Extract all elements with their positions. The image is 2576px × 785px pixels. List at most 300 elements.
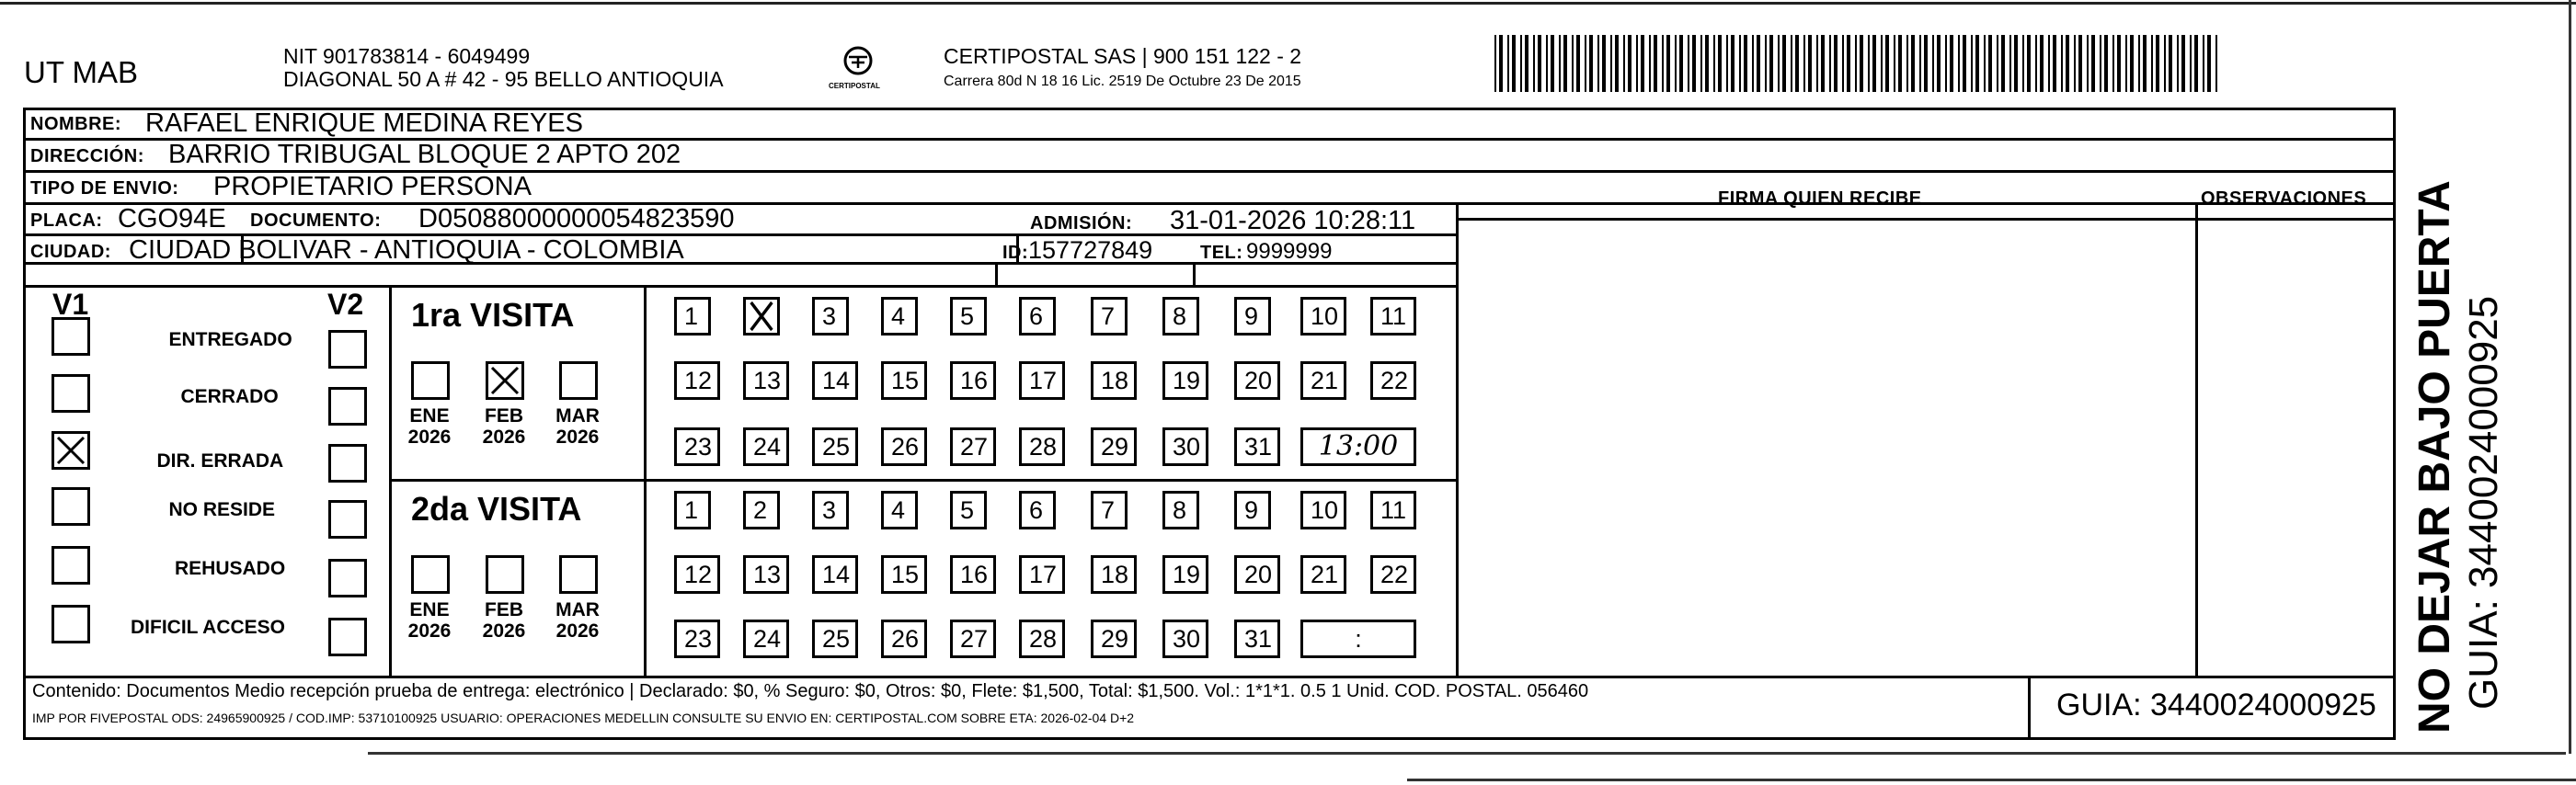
company-address: DIAGONAL 50 A # 42 - 95 BELLO ANTIOQUIA bbox=[283, 67, 724, 91]
barcode-bar bbox=[1894, 35, 1895, 92]
barcode-bar bbox=[2203, 35, 2204, 92]
day-number: 22 bbox=[1380, 561, 1409, 588]
barcode-bar bbox=[1654, 35, 1657, 92]
day-number: 20 bbox=[1244, 561, 1273, 588]
barcode-bar bbox=[1765, 35, 1767, 92]
month-label bbox=[550, 599, 605, 642]
day-box[interactable] bbox=[1091, 620, 1137, 658]
barcode-bar bbox=[1525, 35, 1528, 92]
row-line bbox=[23, 202, 2396, 205]
v1-label: V1 bbox=[52, 288, 89, 321]
day-number: 24 bbox=[753, 625, 782, 653]
day-box[interactable] bbox=[812, 427, 858, 466]
certipostal-name: CERTIPOSTAL SAS | 900 151 122 - 2 bbox=[944, 44, 1302, 68]
barcode-bar bbox=[1675, 35, 1677, 92]
ciudad-value: CIUDAD BOLIVAR - ANTIOQUIA - COLOMBIA bbox=[129, 235, 684, 265]
day-box[interactable] bbox=[1300, 555, 1346, 594]
side-guia: GUIA: 3440024000925 bbox=[2461, 295, 2506, 710]
day-number: 13 bbox=[753, 367, 782, 394]
barcode-bar bbox=[1585, 35, 1586, 92]
admision-label: ADMISIÓN: bbox=[1030, 213, 1133, 233]
day-number: 26 bbox=[891, 625, 920, 653]
side-warning: NO DEJAR BAJO PUERTA bbox=[2410, 180, 2459, 734]
documento-label: DOCUMENTO: bbox=[250, 210, 382, 231]
documento-value: D05088000000054823590 bbox=[418, 204, 735, 233]
observaciones-label: OBSERVACIONES bbox=[2201, 188, 2367, 209]
barcode-bar bbox=[2027, 35, 2031, 92]
day-box[interactable] bbox=[1162, 297, 1199, 336]
day-box[interactable] bbox=[881, 427, 927, 466]
footer-guia: GUIA: 3440024000925 bbox=[2056, 688, 2376, 722]
month-name: ENE bbox=[409, 599, 450, 620]
barcode-bar bbox=[2190, 35, 2192, 92]
day-box[interactable] bbox=[950, 297, 987, 336]
firma-divider bbox=[1456, 202, 1459, 676]
barcode-bar bbox=[1538, 35, 1541, 92]
day-number: 3 bbox=[822, 302, 837, 330]
barcode-bar bbox=[2125, 35, 2127, 92]
day-box[interactable] bbox=[1019, 620, 1065, 658]
day-number: 19 bbox=[1173, 367, 1201, 394]
day-box[interactable] bbox=[1091, 427, 1137, 466]
barcode-bar bbox=[2112, 35, 2114, 92]
day-box[interactable] bbox=[881, 555, 927, 594]
barcode-bar bbox=[1984, 35, 1986, 92]
status-v1-checkbox[interactable] bbox=[52, 374, 90, 413]
barcode-bar bbox=[1744, 35, 1747, 92]
barcode-bar bbox=[1551, 35, 1554, 92]
day-number: 15 bbox=[891, 367, 920, 394]
day-number: 2 bbox=[753, 496, 768, 524]
day-number: 13 bbox=[753, 561, 782, 588]
day-number: 21 bbox=[1311, 561, 1339, 588]
day-box[interactable] bbox=[1162, 555, 1208, 594]
day-number: 8 bbox=[1173, 302, 1187, 330]
barcode-bar bbox=[1688, 35, 1689, 92]
barcode-bar bbox=[1860, 35, 1863, 92]
day-box[interactable] bbox=[1234, 297, 1271, 336]
barcode-bar bbox=[1971, 35, 1973, 92]
day-box[interactable] bbox=[674, 361, 720, 400]
barcode-bar bbox=[1752, 35, 1754, 92]
barcode-bar bbox=[1937, 35, 1941, 92]
barcode-bar bbox=[1576, 35, 1580, 92]
status-v2-checkbox[interactable] bbox=[328, 444, 367, 483]
day-number: 31 bbox=[1244, 625, 1273, 653]
barcode-bar bbox=[1803, 35, 1805, 92]
day-number: 29 bbox=[1101, 433, 1129, 461]
barcode-bar bbox=[1757, 35, 1760, 92]
day-box[interactable] bbox=[743, 361, 789, 400]
day-box[interactable] bbox=[812, 491, 849, 529]
barcode-bar bbox=[1997, 35, 1998, 92]
day-box[interactable] bbox=[1091, 555, 1137, 594]
barcode-bar bbox=[2207, 35, 2211, 92]
month-year: 2026 bbox=[482, 620, 526, 643]
month-checkbox-ene[interactable] bbox=[411, 361, 450, 400]
day-box[interactable] bbox=[1162, 620, 1208, 658]
status-label: DIR. ERRADA bbox=[156, 450, 284, 472]
barcode-bar bbox=[2009, 35, 2011, 92]
day-box[interactable] bbox=[812, 361, 858, 400]
status-v1-checkbox[interactable] bbox=[52, 487, 90, 526]
day-number: 18 bbox=[1101, 367, 1129, 394]
barcode-bar bbox=[1512, 35, 1516, 92]
barcode-bar bbox=[1520, 35, 1522, 92]
day-number: 6 bbox=[1029, 496, 1044, 524]
day-box[interactable] bbox=[1370, 361, 1416, 400]
barcode-bar bbox=[1623, 35, 1625, 92]
month-label bbox=[402, 405, 457, 448]
barcode-bar bbox=[1975, 35, 1979, 92]
status-v1-checkbox[interactable] bbox=[52, 431, 90, 470]
barcode-bar bbox=[1602, 35, 1606, 92]
barcode-bar bbox=[1945, 35, 1947, 92]
barcode-bar bbox=[1855, 35, 1857, 92]
tel-divider bbox=[1193, 262, 1196, 285]
barcode-bar bbox=[1494, 35, 1496, 92]
day-box[interactable] bbox=[950, 361, 996, 400]
day-box[interactable] bbox=[743, 297, 780, 336]
barcode-bar bbox=[2156, 35, 2159, 92]
month-checkbox-ene[interactable] bbox=[411, 555, 450, 594]
day-box[interactable] bbox=[1370, 297, 1416, 336]
time-value: : bbox=[1355, 625, 1362, 653]
day-number: 3 bbox=[822, 496, 837, 524]
day-number: 28 bbox=[1029, 433, 1058, 461]
barcode-bar bbox=[1628, 35, 1631, 92]
barcode-bar bbox=[1679, 35, 1683, 92]
barcode-bar bbox=[1662, 35, 1664, 92]
status-v2-checkbox[interactable] bbox=[328, 500, 367, 539]
month-label bbox=[476, 599, 532, 642]
day-check-mark bbox=[746, 300, 777, 333]
day-number: 11 bbox=[1380, 302, 1407, 330]
barcode-bar bbox=[2078, 35, 2082, 92]
nombre-value: RAFAEL ENRIQUE MEDINA REYES bbox=[145, 108, 583, 138]
day-number: 27 bbox=[960, 625, 989, 653]
barcode-bar bbox=[1563, 35, 1567, 92]
time-value: 13:00 bbox=[1318, 430, 1399, 462]
barcode-bar bbox=[1692, 35, 1696, 92]
barcode-bar bbox=[1636, 35, 1638, 92]
tel-label: TEL: bbox=[1200, 243, 1243, 263]
visit-split-line bbox=[389, 479, 1456, 482]
day-box[interactable] bbox=[1300, 361, 1346, 400]
day-box[interactable] bbox=[1162, 491, 1199, 529]
row-line bbox=[23, 285, 1456, 288]
top-edge-line bbox=[0, 2, 2576, 5]
footer-print-line: IMP POR FIVEPOSTAL ODS: 24965900925 / COD.IMP: 53710100925 USUARIO: OPERACIONES MEDELLIN CONSULTE SU ENVIO EN: CERTIPOSTAL.COM SOBRE ETA: 2026-02-04 D+2 bbox=[32, 711, 1135, 725]
month-year: 2026 bbox=[555, 620, 600, 643]
month-checkbox-feb[interactable] bbox=[486, 555, 524, 594]
barcode-bar bbox=[1791, 35, 1792, 92]
id-value: 157727849 bbox=[1028, 236, 1153, 264]
barcode-bar bbox=[1842, 35, 1844, 92]
day-number: 1 bbox=[684, 496, 699, 524]
day-box[interactable] bbox=[1234, 620, 1280, 658]
day-box[interactable] bbox=[950, 427, 996, 466]
barcode-bar bbox=[2164, 35, 2166, 92]
barcode-bar bbox=[1559, 35, 1561, 92]
status-v2-checkbox[interactable] bbox=[328, 618, 367, 656]
day-number: 31 bbox=[1244, 433, 1273, 461]
tel-value: 9999999 bbox=[1246, 239, 1333, 264]
month-checkbox-mar[interactable] bbox=[559, 555, 598, 594]
month-name: ENE bbox=[409, 405, 450, 427]
day-box[interactable] bbox=[1162, 427, 1208, 466]
barcode-bar bbox=[2143, 35, 2147, 92]
tipo-envio-value: PROPIETARIO PERSONA bbox=[213, 172, 532, 201]
day-box[interactable] bbox=[1091, 491, 1128, 529]
certipostal-logo bbox=[829, 44, 884, 96]
day-box[interactable] bbox=[1019, 555, 1065, 594]
day-number: 21 bbox=[1311, 367, 1339, 394]
day-box[interactable] bbox=[812, 620, 858, 658]
id-label: ID: bbox=[1002, 243, 1029, 263]
barcode-bar bbox=[1816, 35, 1818, 92]
day-box[interactable] bbox=[743, 620, 789, 658]
barcode-bar bbox=[1906, 35, 1908, 92]
day-number: 27 bbox=[960, 433, 989, 461]
barcode-bar bbox=[2040, 35, 2044, 92]
id-divider bbox=[995, 262, 998, 285]
barcode-bar bbox=[1731, 35, 1735, 92]
day-box[interactable] bbox=[1300, 297, 1346, 336]
day-box[interactable] bbox=[1091, 297, 1128, 336]
observaciones-divider bbox=[2195, 202, 2198, 676]
day-number: 9 bbox=[1244, 302, 1259, 330]
barcode-bar bbox=[1778, 35, 1780, 92]
barcode-bar bbox=[1718, 35, 1722, 92]
company-name: UT MAB bbox=[24, 55, 139, 89]
day-box[interactable] bbox=[1234, 361, 1280, 400]
day-number: 30 bbox=[1173, 625, 1201, 653]
barcode-bar bbox=[1932, 35, 1934, 92]
barcode bbox=[1494, 35, 2221, 92]
day-box[interactable] bbox=[1234, 427, 1280, 466]
barcode-bar bbox=[2130, 35, 2134, 92]
barcode-bar bbox=[2169, 35, 2172, 92]
time-field[interactable] bbox=[1300, 620, 1416, 658]
v2-label: V2 bbox=[327, 288, 364, 321]
barcode-bar bbox=[1546, 35, 1548, 92]
nombre-label: NOMBRE: bbox=[30, 114, 122, 134]
placa-label: PLACA: bbox=[30, 210, 103, 231]
day-box[interactable] bbox=[674, 491, 711, 529]
day-box[interactable] bbox=[881, 491, 918, 529]
day-box[interactable] bbox=[881, 297, 918, 336]
footer-content-line: Contenido: Documentos Medio recepción prueba de entrega: electrónico | Declarado: $0, % Seguro: $0, Otros: $0, Flete: $1,500, Total: $1,500. Vol.: 1*1*1. 0.5 1 Unid. COD. POSTAL. 056460 bbox=[32, 681, 1589, 701]
barcode-bar bbox=[1615, 35, 1619, 92]
row-line bbox=[1456, 218, 2396, 221]
day-number: 5 bbox=[960, 496, 975, 524]
month-name: MAR bbox=[555, 405, 600, 427]
barcode-bar bbox=[1589, 35, 1593, 92]
guia-footer-divider bbox=[2028, 676, 2031, 740]
day-box[interactable] bbox=[1091, 361, 1137, 400]
barcode-bar bbox=[2177, 35, 2179, 92]
day-box[interactable] bbox=[1162, 361, 1208, 400]
status-label: CERRADO bbox=[180, 386, 279, 407]
barcode-bar bbox=[2091, 35, 2095, 92]
day-box[interactable] bbox=[881, 620, 927, 658]
barcode-bar bbox=[1666, 35, 1670, 92]
day-number: 28 bbox=[1029, 625, 1058, 653]
footer-top-line bbox=[23, 676, 2396, 678]
barcode-bar bbox=[1649, 35, 1651, 92]
day-box[interactable] bbox=[1234, 555, 1280, 594]
barcode-bar bbox=[1821, 35, 1825, 92]
day-number: 19 bbox=[1173, 561, 1201, 588]
month-label bbox=[550, 405, 605, 448]
barcode-bar bbox=[1898, 35, 1902, 92]
day-number: 1 bbox=[684, 302, 699, 330]
day-box[interactable] bbox=[1019, 427, 1065, 466]
day-number: 23 bbox=[684, 625, 713, 653]
barcode-bar bbox=[1881, 35, 1883, 92]
barcode-bar bbox=[1507, 35, 1509, 92]
placa-value: CGO94E bbox=[118, 204, 226, 233]
right-edge-line bbox=[2569, 0, 2571, 754]
day-number: 18 bbox=[1101, 561, 1129, 588]
barcode-bar bbox=[1769, 35, 1773, 92]
month-checkbox-feb[interactable] bbox=[486, 361, 524, 400]
day-box[interactable] bbox=[743, 555, 789, 594]
bottom-edge-line-right bbox=[1407, 779, 2576, 781]
status-v1-checkbox[interactable] bbox=[52, 605, 90, 643]
day-number: 30 bbox=[1173, 433, 1201, 461]
day-number: 11 bbox=[1380, 496, 1407, 524]
barcode-bar bbox=[1829, 35, 1831, 92]
month-label bbox=[476, 405, 532, 448]
barcode-bar bbox=[1834, 35, 1838, 92]
barcode-bar bbox=[2104, 35, 2108, 92]
day-number: 12 bbox=[684, 367, 713, 394]
day-number: 8 bbox=[1173, 496, 1187, 524]
day-number: 10 bbox=[1311, 302, 1339, 330]
barcode-bar bbox=[1499, 35, 1503, 92]
day-number: 10 bbox=[1311, 496, 1339, 524]
day-number: 26 bbox=[891, 433, 920, 461]
barcode-bar bbox=[1808, 35, 1812, 92]
status-v1-checkbox[interactable] bbox=[52, 546, 90, 585]
day-box[interactable] bbox=[743, 491, 780, 529]
certipostal-address: Carrera 80d N 18 16 Lic. 2519 De Octubre 23 De 2015 bbox=[944, 74, 1301, 89]
day-number: 9 bbox=[1244, 496, 1259, 524]
barcode-bar bbox=[2053, 35, 2056, 92]
barcode-bar bbox=[2001, 35, 2005, 92]
day-number: 22 bbox=[1380, 367, 1409, 394]
day-number: 17 bbox=[1029, 367, 1058, 394]
time-field[interactable] bbox=[1300, 427, 1416, 466]
barcode-bar bbox=[1911, 35, 1915, 92]
month-checkbox-mar[interactable] bbox=[559, 361, 598, 400]
day-number: 25 bbox=[822, 625, 851, 653]
day-box[interactable] bbox=[1370, 555, 1416, 594]
status-v2-checkbox[interactable] bbox=[328, 330, 367, 369]
barcode-bar bbox=[2181, 35, 2185, 92]
barcode-bar bbox=[1885, 35, 1889, 92]
barcode-bar bbox=[1924, 35, 1928, 92]
day-box[interactable] bbox=[674, 620, 720, 658]
day-box[interactable] bbox=[1300, 491, 1346, 529]
barcode-bar bbox=[1872, 35, 1876, 92]
day-number: 23 bbox=[684, 433, 713, 461]
day-box[interactable] bbox=[950, 620, 996, 658]
status-label: ENTREGADO bbox=[168, 329, 292, 350]
month-year: 2026 bbox=[555, 427, 600, 449]
month-label bbox=[402, 599, 457, 642]
day-box[interactable] bbox=[1370, 491, 1416, 529]
day-box[interactable] bbox=[674, 427, 720, 466]
day-number: 15 bbox=[891, 561, 920, 588]
day-number: 16 bbox=[960, 561, 989, 588]
barcode-bar bbox=[1713, 35, 1715, 92]
barcode-bar bbox=[1847, 35, 1850, 92]
day-box[interactable] bbox=[1234, 491, 1271, 529]
barcode-bar bbox=[1700, 35, 1702, 92]
barcode-bar bbox=[2014, 35, 2018, 92]
barcode-bar bbox=[2074, 35, 2076, 92]
day-box[interactable] bbox=[1019, 491, 1056, 529]
day-box[interactable] bbox=[674, 297, 711, 336]
status-v1-checkbox[interactable] bbox=[52, 317, 90, 356]
month-year: 2026 bbox=[482, 427, 526, 449]
day-number: 25 bbox=[822, 433, 851, 461]
day-box[interactable] bbox=[1019, 297, 1056, 336]
day-box[interactable] bbox=[674, 555, 720, 594]
bottom-edge-line bbox=[368, 752, 2566, 755]
day-number: 4 bbox=[891, 302, 906, 330]
day-box[interactable] bbox=[812, 297, 849, 336]
day-box[interactable] bbox=[881, 361, 927, 400]
barcode-bar bbox=[1572, 35, 1574, 92]
barcode-bar bbox=[1726, 35, 1728, 92]
barcode-bar bbox=[1610, 35, 1612, 92]
barcode-bar bbox=[2100, 35, 2101, 92]
barcode-bar bbox=[2066, 35, 2069, 92]
barcode-bar bbox=[1958, 35, 1960, 92]
firma-label: FIRMA QUIEN RECIBE bbox=[1718, 188, 1922, 209]
status-label: DIFICIL ACCESO bbox=[131, 617, 286, 638]
logo-text: CERTIPOSTAL bbox=[829, 82, 880, 90]
day-box[interactable] bbox=[950, 491, 987, 529]
barcode-bar bbox=[1597, 35, 1599, 92]
status-v2-checkbox[interactable] bbox=[328, 387, 367, 426]
day-box[interactable] bbox=[812, 555, 858, 594]
month-year: 2026 bbox=[407, 427, 452, 449]
day-box[interactable] bbox=[1019, 361, 1065, 400]
barcode-bar bbox=[1533, 35, 1535, 92]
barcode-bar bbox=[2035, 35, 2037, 92]
status-v2-checkbox[interactable] bbox=[328, 559, 367, 597]
day-number: 20 bbox=[1244, 367, 1273, 394]
day-box[interactable] bbox=[743, 427, 789, 466]
barcode-bar bbox=[1988, 35, 1992, 92]
barcode-bar bbox=[1963, 35, 1966, 92]
barcode-bar bbox=[1705, 35, 1709, 92]
status-label: NO RESIDE bbox=[168, 499, 276, 520]
day-number: 14 bbox=[822, 561, 851, 588]
day-number: 7 bbox=[1101, 302, 1116, 330]
day-box[interactable] bbox=[950, 555, 996, 594]
admision-value: 31-01-2026 10:28:11 bbox=[1170, 206, 1416, 235]
barcode-bar bbox=[2061, 35, 2063, 92]
day-number: 24 bbox=[753, 433, 782, 461]
visit2-title: 2da VISITA bbox=[411, 490, 582, 528]
barcode-bar bbox=[2151, 35, 2153, 92]
